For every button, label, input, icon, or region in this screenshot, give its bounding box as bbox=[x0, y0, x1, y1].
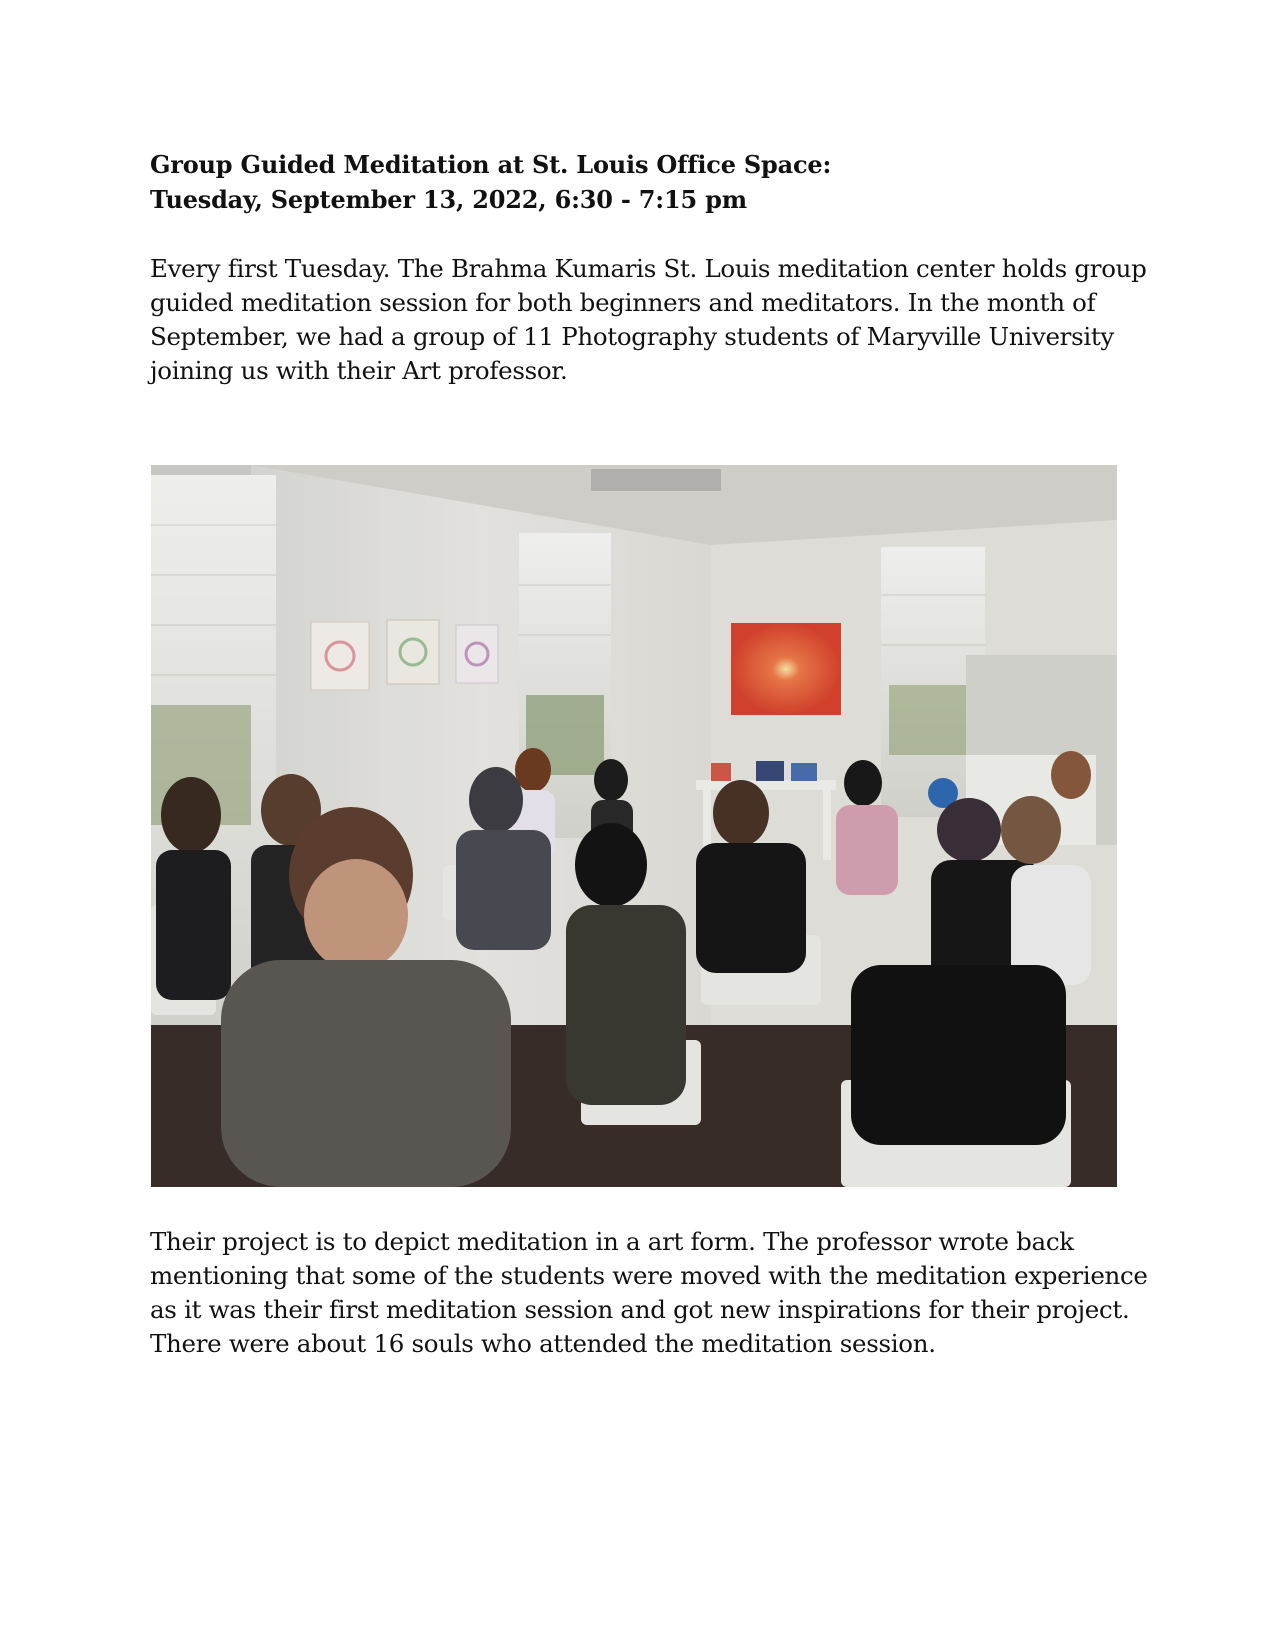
title-line-event: Group Guided Meditation at St. Louis Office Space: bbox=[150, 150, 832, 179]
page-title bbox=[150, 147, 1150, 217]
intro-paragraph: Every first Tuesday. The Brahma Kumaris St. Louis meditation center holds group guided meditation session for both beginners and meditators. In the month of September, we had a group of 11 Photography students of Maryville University joining us with their Art professor. bbox=[150, 254, 1147, 385]
title-line-date: Tuesday, September 13, 2022, 6:30 - 7:15 pm bbox=[150, 185, 747, 214]
meditation-session-photo bbox=[151, 465, 1117, 1187]
photo-illustration bbox=[151, 465, 1117, 1187]
closing-paragraph: Their project is to depict meditation in a art form. The professor wrote back mentioning that some of the students were moved with the meditation experience as it was their first meditation session and got new inspirations for their project. There were about 16 souls who attended the meditation session. bbox=[150, 1227, 1148, 1358]
